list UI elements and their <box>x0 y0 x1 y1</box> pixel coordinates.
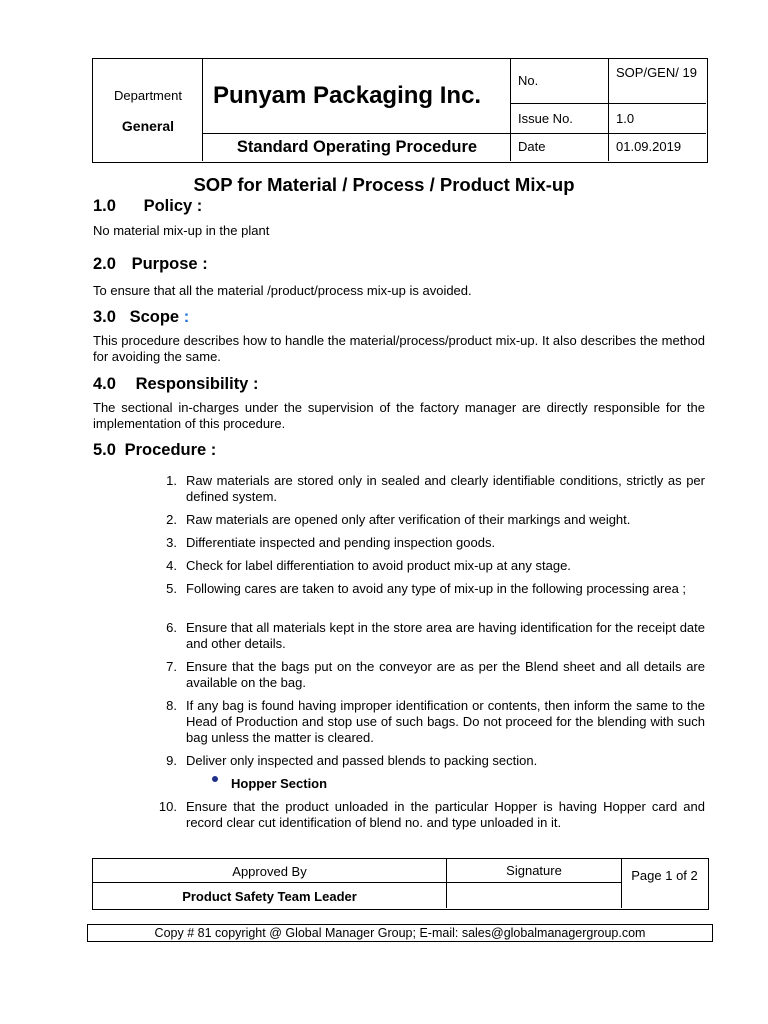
item-text: If any bag is found having improper identification or contents, then inform the same to the Head of Production and stop use of such bags. Do not proceed for the blending with such bag unless the matter is cleared. <box>186 698 705 745</box>
procedure-item-2 <box>155 512 705 528</box>
department-value: General <box>121 118 175 134</box>
procedure-item-4 <box>155 558 705 574</box>
doc-number-label-cell <box>511 59 609 104</box>
item-text: Following cares are taken to avoid any type of mix-up in the following processing area ; <box>186 581 687 596</box>
procedure-item-9 <box>155 753 705 769</box>
doc-number-value-cell <box>609 59 706 104</box>
item-number: 4. <box>166 558 177 573</box>
policy-text: No material mix-up in the plant <box>93 223 270 238</box>
scope-text: This procedure describes how to handle the material/process/product mix-up. It also describes the method for avoiding the same. <box>93 333 705 364</box>
issue-value: 1.0 <box>616 111 635 126</box>
signature-label: Signature <box>447 859 622 883</box>
purpose-heading <box>93 255 208 274</box>
item-number: 7. <box>166 659 177 674</box>
doc-type-cell <box>203 134 511 161</box>
item-number: 6. <box>166 620 177 635</box>
item-number: 8. <box>166 698 177 713</box>
department-label: Department <box>114 88 182 103</box>
purpose-text: To ensure that all the material /product/process mix-up is avoided. <box>93 283 472 298</box>
procedure-item-1 <box>155 473 705 505</box>
responsibility-text: The sectional in-charges under the supervision of the factory manager are directly responsible for the implementation of this procedure. <box>93 400 705 431</box>
item-text: Check for label differentiation to avoid product mix-up at any stage. <box>186 558 571 573</box>
item-number: 1. <box>166 473 177 488</box>
scope-title: Scope <box>129 308 180 326</box>
item-number: 3. <box>166 535 177 550</box>
purpose-title: Purpose : <box>131 255 208 273</box>
date-label: Date <box>518 139 546 154</box>
date-value: 01.09.2019 <box>616 139 682 154</box>
purpose-number: 2.0 <box>93 255 116 273</box>
doc-number-value: SOP/GEN/ 19 <box>616 65 697 80</box>
scope-heading <box>93 308 189 327</box>
copyright-notice: Copy # 81 copyright @ Global Manager Group; E-mail: sales@globalmanagergroup.com <box>87 924 713 942</box>
scope-number: 3.0 <box>93 308 116 326</box>
company-name-cell <box>203 59 511 134</box>
responsibility-title: Responsibility : <box>135 375 259 393</box>
item-number: 2. <box>166 512 177 527</box>
approver-name: Product Safety Team Leader <box>93 883 447 908</box>
item-text: Raw materials are stored only in sealed and clearly identifiable conditions, strictly as per defined system. <box>186 473 705 504</box>
approved-by-label: Approved By <box>93 859 447 883</box>
item-text: Deliver only inspected and passed blends to packing section. <box>186 753 538 768</box>
hopper-section-heading: Hopper Section <box>231 776 328 791</box>
scope-colon: : <box>183 308 190 326</box>
issue-label: Issue No. <box>518 111 573 126</box>
issue-value-cell <box>609 104 706 134</box>
issue-label-cell <box>511 104 609 134</box>
date-value-cell <box>609 134 706 161</box>
procedure-item-8 <box>155 698 705 746</box>
policy-number: 1.0 <box>93 197 116 215</box>
signature-cell <box>447 883 622 908</box>
company-name: Punyam Packaging Inc. <box>213 82 482 109</box>
document-title: SOP for Material / Process / Product Mix-up <box>193 174 575 195</box>
item-number: 5. <box>166 581 177 596</box>
policy-title: Policy : <box>143 197 203 215</box>
item-text: Differentiate inspected and pending inspection goods. <box>186 535 496 550</box>
item-text: Raw materials are opened only after verification of their markings and weight. <box>186 512 631 527</box>
procedure-item-6 <box>155 620 705 652</box>
item-number: 9. <box>166 753 177 768</box>
policy-heading <box>93 197 202 216</box>
procedure-title: Procedure : <box>124 441 217 459</box>
procedure-number: 5.0 <box>93 441 116 459</box>
procedure-item-5 <box>155 581 705 597</box>
item-text: Ensure that the product unloaded in the particular Hopper is having Hopper card and record clear cut identification of blend no. and type unloaded in it. <box>186 799 705 830</box>
responsibility-number: 4.0 <box>93 375 116 393</box>
procedure-item-3 <box>155 535 705 551</box>
doc-type: Standard Operating Procedure <box>236 138 478 156</box>
item-text: Ensure that all materials kept in the store area are having identification for the receipt date and other details. <box>186 620 705 651</box>
bullet-icon <box>212 776 218 782</box>
procedure-heading <box>93 441 216 460</box>
doc-number-label: No. <box>518 73 539 88</box>
date-label-cell <box>511 134 609 161</box>
approval-table <box>92 858 709 910</box>
department-cell <box>93 59 203 161</box>
item-number: 10. <box>158 799 177 814</box>
procedure-item-10 <box>155 799 705 831</box>
responsibility-heading <box>93 375 258 394</box>
item-text: Ensure that the bags put on the conveyor are as per the Blend sheet and all details are available on the bag. <box>186 659 705 690</box>
document-header-table <box>92 58 708 163</box>
procedure-item-7 <box>155 659 705 691</box>
page-number: Page 1 of 2 <box>631 868 698 883</box>
